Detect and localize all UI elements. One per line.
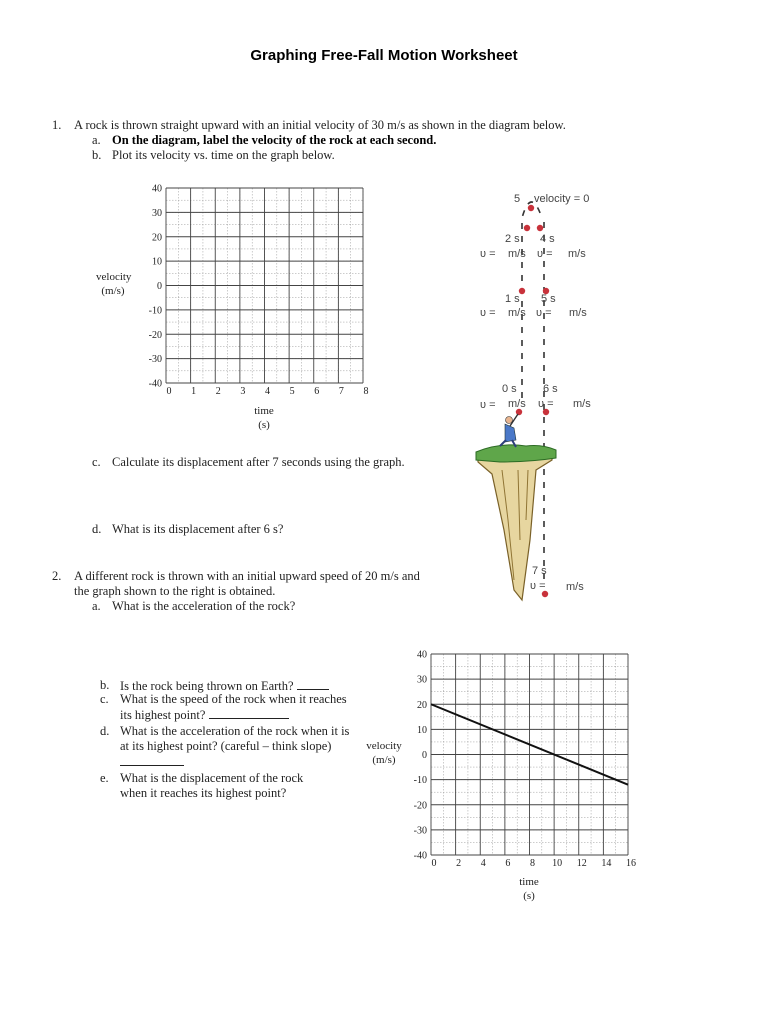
x-tick-label: 14 (601, 858, 612, 869)
y-tick-label: 10 (152, 256, 162, 268)
q2a-label: a. (92, 599, 101, 613)
x-tick-label: 16 (626, 858, 636, 869)
diagram-top-velocity: velocity = 0 (534, 193, 590, 205)
graph2-y-tick-labels (414, 650, 427, 862)
diagram-unit: m/s (566, 581, 584, 593)
diagram-unit: m/s (508, 398, 526, 410)
q2e-text: What is the displacement of the rock when it reaches its highest point? (120, 771, 304, 800)
diagram-right-second-4: 4 s (540, 233, 555, 245)
x-tick-label: 4 (480, 858, 486, 869)
x-tick-label: 4 (265, 386, 270, 397)
x-tick-label: 2 (215, 386, 221, 397)
x-tick-label: 0 (166, 386, 172, 397)
q2c-answer-blank[interactable] (209, 707, 289, 719)
graph1-xlabel-line2: (s) (258, 419, 270, 431)
y-tick-label: -20 (148, 329, 162, 341)
y-tick-label: 20 (152, 232, 162, 244)
q1a-label: a. (92, 133, 101, 147)
q2a-text: What is the acceleration of the rock? (112, 599, 296, 613)
x-tick-label: 7 (338, 386, 344, 397)
q1c-label: c. (92, 455, 101, 469)
q1a-text: On the diagram, label the velocity of the rock at each second. (112, 133, 437, 147)
q1b-text: Plot its velocity vs. time on the graph below. (112, 148, 335, 162)
q2b-answer-blank[interactable] (297, 678, 329, 690)
q2b-text: Is the rock being thrown on Earth? (120, 679, 294, 693)
q1d-text: What is its displacement after 6 s? (112, 522, 284, 536)
diagram-v-prefix: υ = (537, 248, 553, 260)
graph2-grid (431, 654, 628, 855)
diagram-v-prefix: υ = (480, 399, 496, 411)
rock-dot-2s (524, 225, 530, 231)
q2-number: 2. (52, 569, 62, 583)
thrower-figure (500, 414, 518, 447)
q1-number: 1. (52, 118, 62, 132)
diagram-v-prefix: υ = (480, 307, 496, 319)
y-tick-label: 40 (152, 183, 162, 195)
graph2-ylabel-line1: velocity (366, 740, 402, 752)
x-tick-label: 1 (191, 386, 197, 397)
x-tick-label: 2 (456, 858, 462, 869)
x-tick-label: 8 (530, 858, 535, 869)
q2e-label: e. (100, 771, 109, 785)
q2-line1: A different rock is thrown with an initial upward speed of 20 m/s and (74, 569, 420, 583)
diagram-unit: m/s (508, 307, 526, 319)
q2b-label: b. (100, 678, 110, 692)
graph2-x-tick-labels (432, 858, 637, 869)
y-tick-label: 0 (157, 281, 162, 292)
graph1-xlabel-line1: time (254, 405, 274, 417)
diagram-left-second-0: 0 s (502, 383, 517, 395)
diagram-v-prefix: υ = (480, 248, 496, 260)
diagram-unit: m/s (568, 248, 586, 260)
q2c-row (120, 692, 350, 723)
y-tick-label: 0 (422, 750, 427, 761)
diagram-unit: m/s (573, 398, 591, 410)
q1-text: A rock is thrown straight upward with an initial velocity of 30 m/s as shown in the diagram below. (74, 118, 566, 132)
x-tick-label: 6 (505, 858, 511, 869)
diagram-v-prefix: υ = (536, 307, 552, 319)
q2d-answer-blank[interactable] (120, 754, 184, 766)
x-tick-label: 0 (431, 858, 437, 869)
y-tick-label: -30 (413, 825, 427, 837)
graph1-x-tick-labels (167, 386, 369, 397)
y-tick-label: 10 (417, 724, 427, 736)
q1b-label: b. (92, 148, 102, 162)
graph1-grid (166, 188, 363, 383)
x-tick-label: 3 (240, 386, 246, 397)
y-tick-label: -10 (148, 305, 162, 317)
q2d-label: d. (100, 724, 110, 738)
q1c-text: Calculate its displacement after 7 seconds using the graph. (112, 455, 405, 469)
graph2-ylabel-line2: (m/s) (372, 754, 396, 766)
y-tick-label: -20 (413, 800, 427, 812)
diagram-right-second-5: 5 s (541, 293, 556, 305)
diagram-v-prefix: υ = (530, 580, 546, 592)
x-tick-label: 10 (552, 858, 563, 869)
diagram-top-second: 5 (514, 193, 521, 205)
diagram-unit: m/s (569, 307, 587, 319)
diagram-left-second-2: 2 s (505, 233, 520, 245)
q2c-label: c. (100, 692, 109, 706)
y-tick-label: -40 (413, 850, 427, 862)
q2d-row (120, 724, 358, 770)
q1d-label: d. (92, 522, 102, 536)
graph1-ylabel-line2: (m/s) (101, 285, 125, 297)
diagram-left-second-1: 1 s (505, 293, 520, 305)
x-tick-label: 12 (576, 858, 587, 869)
y-tick-label: -40 (148, 378, 162, 390)
x-tick-label: 5 (289, 386, 295, 397)
y-tick-label: -30 (148, 354, 162, 366)
worksheet-title: Graphing Free-Fall Motion Worksheet (250, 47, 518, 64)
y-tick-label: -10 (413, 775, 427, 787)
y-tick-label: 30 (417, 674, 427, 686)
rock-dot-5s (528, 205, 534, 211)
graph2-xlabel-line2: (s) (523, 890, 535, 902)
graph1-ylabel-line1: velocity (96, 271, 132, 283)
diagram-bottom-second: 7 s (532, 565, 547, 577)
y-tick-label: 20 (417, 699, 427, 711)
y-tick-label: 40 (417, 649, 427, 661)
diagram-unit: m/s (508, 248, 526, 260)
diagram-right-second-6: 6 s (543, 383, 558, 395)
graph1-y-tick-labels (149, 184, 162, 390)
q2d-text: What is the acceleration of the rock when it is at its highest point? (careful – think slope) (120, 724, 350, 753)
x-tick-label: 6 (314, 386, 320, 397)
graph2-xlabel-line1: time (519, 876, 539, 888)
x-tick-label: 8 (363, 386, 369, 397)
q2-line2: the graph shown to the right is obtained. (74, 584, 276, 598)
y-tick-label: 30 (152, 207, 162, 219)
rock-dot-4s (537, 225, 543, 231)
q2c-text: What is the speed of the rock when it reaches its highest point? (120, 692, 347, 722)
diagram-v-prefix: υ = (538, 398, 554, 410)
